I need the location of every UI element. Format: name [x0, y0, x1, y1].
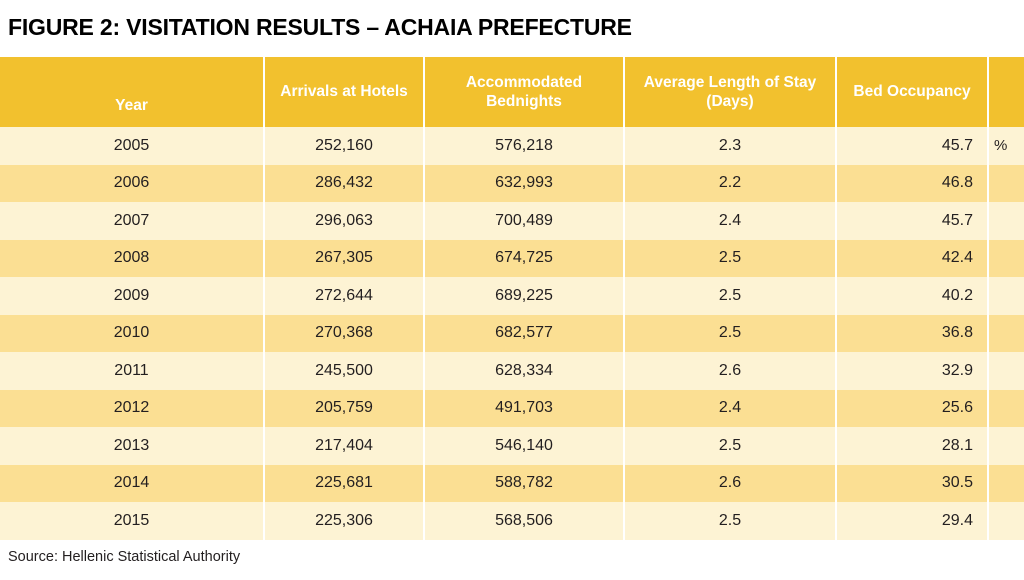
cell-bednights: 682,577	[424, 315, 624, 353]
cell-arrivals: 217,404	[264, 427, 424, 465]
cell-bednights: 576,218	[424, 127, 624, 165]
cell-arrivals: 270,368	[264, 315, 424, 353]
bottom-spacer	[0, 574, 1024, 580]
table-row	[0, 352, 1024, 390]
table-header	[0, 57, 1024, 127]
cell-arrivals: 245,500	[264, 352, 424, 390]
cell-year: 2007	[0, 202, 264, 240]
table-row	[0, 427, 1024, 465]
table-body	[0, 127, 1024, 540]
cell-unit	[988, 315, 1024, 353]
cell-bednights: 568,506	[424, 502, 624, 540]
source-note: Source: Hellenic Statistical Authority	[8, 548, 241, 565]
cell-average-stay: 2.3	[624, 127, 836, 165]
cell-year: 2011	[0, 352, 264, 390]
cell-unit	[988, 240, 1024, 278]
table-row	[0, 390, 1024, 428]
column-header-bednights: Accommodated Bednights	[424, 57, 624, 127]
cell-bednights: 491,703	[424, 390, 624, 428]
cell-year: 2014	[0, 465, 264, 503]
cell-average-stay: 2.2	[624, 165, 836, 203]
table-row	[0, 202, 1024, 240]
table-row	[0, 277, 1024, 315]
cell-bed-occupancy: 25.6	[836, 390, 988, 428]
table-row	[0, 127, 1024, 165]
cell-bed-occupancy: 32.9	[836, 352, 988, 390]
cell-year: 2006	[0, 165, 264, 203]
cell-average-stay: 2.5	[624, 315, 836, 353]
cell-arrivals: 225,681	[264, 465, 424, 503]
visitation-results-table	[0, 57, 1024, 540]
cell-unit	[988, 165, 1024, 203]
cell-unit	[988, 352, 1024, 390]
cell-average-stay: 2.4	[624, 390, 836, 428]
column-header-average-stay: Average Length of Stay (Days)	[624, 57, 836, 127]
cell-bed-occupancy: 45.7	[836, 127, 988, 165]
cell-year: 2012	[0, 390, 264, 428]
cell-bed-occupancy: 28.1	[836, 427, 988, 465]
cell-unit	[988, 390, 1024, 428]
table-header-row	[0, 57, 1024, 127]
cell-average-stay: 2.5	[624, 427, 836, 465]
cell-average-stay: 2.6	[624, 465, 836, 503]
cell-year: 2008	[0, 240, 264, 278]
cell-bed-occupancy: 40.2	[836, 277, 988, 315]
cell-unit	[988, 465, 1024, 503]
visitation-table-container	[0, 57, 1024, 540]
table-row	[0, 240, 1024, 278]
cell-bed-occupancy: 46.8	[836, 165, 988, 203]
cell-arrivals: 205,759	[264, 390, 424, 428]
cell-average-stay: 2.5	[624, 240, 836, 278]
cell-year: 2005	[0, 127, 264, 165]
cell-year: 2010	[0, 315, 264, 353]
cell-bed-occupancy: 42.4	[836, 240, 988, 278]
cell-arrivals: 272,644	[264, 277, 424, 315]
table-row	[0, 502, 1024, 540]
table-row	[0, 165, 1024, 203]
cell-year: 2015	[0, 502, 264, 540]
cell-year: 2009	[0, 277, 264, 315]
cell-bed-occupancy: 29.4	[836, 502, 988, 540]
cell-unit	[988, 502, 1024, 540]
cell-arrivals: 296,063	[264, 202, 424, 240]
cell-arrivals: 267,305	[264, 240, 424, 278]
cell-bed-occupancy: 30.5	[836, 465, 988, 503]
cell-average-stay: 2.5	[624, 277, 836, 315]
cell-bednights: 628,334	[424, 352, 624, 390]
table-row	[0, 315, 1024, 353]
cell-bednights: 632,993	[424, 165, 624, 203]
table-row	[0, 465, 1024, 503]
cell-average-stay: 2.4	[624, 202, 836, 240]
cell-arrivals: 286,432	[264, 165, 424, 203]
cell-year: 2013	[0, 427, 264, 465]
cell-bed-occupancy: 45.7	[836, 202, 988, 240]
cell-bednights: 700,489	[424, 202, 624, 240]
column-header-unit	[988, 57, 1024, 127]
cell-arrivals: 252,160	[264, 127, 424, 165]
cell-bednights: 588,782	[424, 465, 624, 503]
page-title: FIGURE 2: VISITATION RESULTS – ACHAIA PREFECTURE	[8, 14, 632, 40]
cell-unit: %	[988, 127, 1024, 165]
column-header-year: Year	[0, 57, 264, 127]
column-header-arrivals: Arrivals at Hotels	[264, 57, 424, 127]
cell-arrivals: 225,306	[264, 502, 424, 540]
cell-average-stay: 2.5	[624, 502, 836, 540]
cell-bednights: 674,725	[424, 240, 624, 278]
cell-unit	[988, 427, 1024, 465]
cell-bed-occupancy: 36.8	[836, 315, 988, 353]
cell-bednights: 546,140	[424, 427, 624, 465]
cell-unit	[988, 277, 1024, 315]
cell-average-stay: 2.6	[624, 352, 836, 390]
cell-bednights: 689,225	[424, 277, 624, 315]
cell-unit	[988, 202, 1024, 240]
column-header-bed-occupancy: Bed Occupancy	[836, 57, 988, 127]
